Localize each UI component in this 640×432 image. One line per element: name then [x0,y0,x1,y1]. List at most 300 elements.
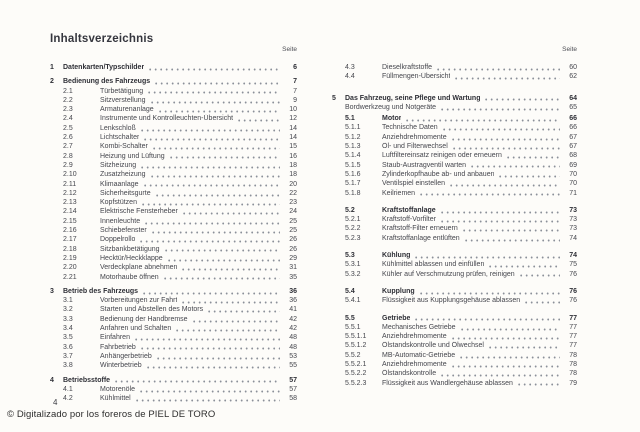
toc-entry-number: 2.8 [63,152,73,160]
toc-row [50,287,297,296]
toc-entry-page: 77 [569,323,577,331]
toc-entry-number: 1 [50,64,54,71]
dot-leader [115,380,280,383]
toc-entry-number: 2.1 [63,87,73,95]
toc-row [50,124,297,133]
toc-entry-page: 48 [289,343,297,351]
dot-leader [152,231,280,234]
dot-leader [455,77,560,80]
toc-entry-page: 24 [289,208,297,216]
dot-leader [193,320,280,323]
dot-leader [182,301,280,304]
toc-entry-title: Mechanisches Getriebe [382,323,456,331]
toc-entry-page: 42 [289,315,297,323]
dot-leader [182,268,280,271]
toc-entry-page: 26 [289,236,297,244]
toc-entry-number: 5.4 [345,287,355,295]
toc-row [50,133,297,142]
toc-row [332,170,577,179]
toc-entry-title: Anfahren und Schalten [100,325,172,333]
toc-entry-page: 67 [569,143,577,151]
dot-leader [148,91,280,94]
toc-entry-number: 3.8 [63,362,73,370]
toc-entry-title: Ölstandskontrolle [382,370,437,378]
toc-entry-page: 75 [569,261,577,269]
toc-entry-number: 2.2 [63,96,73,104]
toc-entry-page: 73 [569,225,577,233]
toc-entry-page: 69 [569,161,577,169]
toc-row [332,142,577,151]
dot-leader [135,338,280,341]
toc-entry-title: Kühlmittel [100,395,131,403]
toc-entry-number: 4.1 [63,385,73,393]
toc-entry-title: Flüssigkeit aus Kupplungsgehäuse ablassen [382,297,521,305]
toc-entry-number: 5.5.1.2 [345,342,367,350]
toc-entry-page: 68 [569,152,577,160]
toc-entry-title: Innenleuchte [100,217,141,225]
toc-left-column [50,46,297,403]
dot-leader [140,390,280,393]
toc-entry-page: 78 [569,351,577,359]
toc-row [332,296,577,305]
toc-row [332,206,577,215]
toc-entry-title: Kupplung [382,287,415,295]
toc-entry-title: Das Fahrzeug, seine Pflege und Wartung [345,94,481,102]
toc-entry-number: 4.4 [345,73,355,81]
dot-leader [151,101,280,104]
toc-entry-title: Anziehdrehmomente [382,333,447,341]
dot-leader [525,301,560,304]
dot-leader [420,193,560,196]
toc-entry-number: 3 [50,287,54,295]
toc-row [332,189,577,198]
dot-leader [159,110,280,113]
toc-entry-number: 5.5.1.1 [345,333,367,341]
toc-row [332,123,577,132]
toc-entry-title: Kraftstoff-Filter erneuern [382,225,458,233]
dot-leader [441,374,560,377]
toc-entry-number: 5.3.1 [345,261,361,269]
toc-entry-page: 70 [569,170,577,178]
toc-entry-number: 3.4 [63,325,73,333]
toc-entry-number: 5.3 [345,252,355,260]
dot-leader [155,82,280,85]
toc-entry-page: 53 [289,352,297,360]
toc-entry-number: 5.5.2 [345,351,361,359]
toc-row [50,226,297,235]
toc-entry-title: Lichtschalter [100,134,140,142]
toc-row [332,287,577,296]
toc-entry-title: Kühlung [382,252,411,260]
toc-entry-page: 36 [289,297,297,305]
toc-entry-number: 5.5.2.1 [345,361,367,369]
toc-entry-page: 7 [293,78,297,86]
toc-entry-title: Hecktür/Heckklappe [100,254,163,262]
dot-leader [441,220,560,223]
toc-entry-title: Doppelrollo [100,236,136,244]
toc-entry-number: 3.1 [63,297,73,305]
toc-entry-page: 66 [569,124,577,132]
dot-leader [145,222,280,225]
toc-entry-number: 5.4.1 [345,297,361,305]
toc-entry-number: 5.2.1 [345,216,361,224]
toc-entry-page: 12 [289,115,297,123]
dot-leader [141,129,280,132]
toc-row [332,251,577,260]
toc-entry-page: 77 [569,333,577,341]
toc-entry-page: 9 [293,96,297,104]
toc-entry-number: 2.11 [63,180,77,188]
toc-entry-number: 2.20 [63,264,77,272]
toc-entry-title: Betrieb des Fahrzeugs [63,287,139,295]
toc-entry-page: 26 [289,245,297,253]
toc-entry-page: 65 [569,103,577,111]
toc-entry-page: 36 [289,287,297,295]
toc-row [50,245,297,254]
toc-entry-number: 3.6 [63,343,73,351]
toc-entry-page: 60 [569,64,577,71]
toc-entry-title: Bedienung des Fahrzeugs [63,78,151,86]
toc-entry-number: 5.1.3 [345,143,361,151]
toc-entry-title: Flüssigkeit aus Wandlergehäuse ablassen [382,379,513,387]
toc-row [332,224,577,233]
toc-row [332,260,577,269]
toc-entry-number: 3.3 [63,315,73,323]
dot-leader [153,147,280,150]
toc-row [50,352,297,361]
toc-entry-title: Armaturenanlage [100,106,154,114]
toc-entry-page: 16 [289,152,297,160]
dot-leader [164,277,280,280]
toc-entry-number: 5.1 [345,115,355,123]
toc-entry-title: Sitzbankbetätigung [100,245,160,253]
toc-entry-title: Dieselkraftstoffe [382,64,433,71]
toc-entry-title: Elektrische Fensterheber [100,208,178,216]
toc-entry-number: 2 [50,78,54,86]
toc-entry-number: 2.3 [63,106,73,114]
toc-entry-title: Verdeckplane abnehmen [100,264,178,272]
dot-leader [144,184,280,187]
dot-leader [420,292,560,295]
toc-row [332,63,577,72]
toc-entry-title: Keilriemen [382,189,416,197]
toc-entry-page: 15 [289,143,297,151]
toc-entry-title: Kraftstoffanlage entlüften [382,234,460,242]
dot-leader [453,147,560,150]
toc-row [50,315,297,324]
toc-row [332,270,577,279]
toc-row [332,114,577,123]
toc-entry-page: 79 [569,379,577,387]
toc-row [332,323,577,332]
toc-row [332,341,577,350]
toc-entry-page: 77 [569,342,577,350]
dot-leader [520,274,560,277]
toc-entry-page: 6 [293,64,297,71]
toc-entry-title: Anziehdrehmomente [382,361,447,369]
dot-leader [147,366,280,369]
dot-leader [460,356,560,359]
toc-entry-number: 2.4 [63,115,73,123]
toc-entry-title: Motorenöle [100,385,136,393]
toc-entry-title: Schiebefenster [100,227,147,235]
toc-left-rows [50,63,297,403]
toc-row [50,385,297,394]
seite-column-header-left: Seite [282,46,297,53]
toc-entry-title: Zylinderkopfhaube ab- und anbauen [382,170,495,178]
toc-row [50,263,297,272]
toc-entry-title: Kraftstoff-Vorfilter [382,216,436,224]
toc-entry-number: 5.1.7 [345,180,361,188]
dot-leader [441,108,560,111]
toc-entry-number: 5.5.2.3 [345,379,367,387]
dot-leader [415,318,560,321]
toc-entry-page: 76 [569,287,577,295]
toc-row [50,198,297,207]
toc-row [50,394,297,403]
dot-leader [141,166,280,169]
toc-entry-title: Ventilspiel einstellen [382,180,446,188]
toc-entry-page: 77 [569,314,577,322]
toc-entry-number: 5.5 [345,314,355,322]
toc-entry-page: 78 [569,361,577,369]
printed-page-number: 4 [53,398,58,407]
toc-row [332,369,577,378]
dot-leader [144,138,280,141]
toc-entry-page: 57 [289,376,297,384]
toc-row [50,77,297,86]
toc-entry-title: Bedienung der Handbremse [100,315,188,323]
toc-row [332,133,577,142]
toc-entry-page: 73 [569,206,577,214]
toc-entry-number: 5.2.3 [345,234,361,242]
toc-entry-number: 2.12 [63,189,77,197]
dot-leader [157,357,280,360]
toc-entry-page: 74 [569,234,577,242]
toc-entry-title: Lenkschloß [100,124,136,132]
toc-row [332,234,577,243]
toc-entry-page: 22 [289,189,297,197]
dot-leader [406,119,560,122]
toc-row [50,142,297,151]
toc-entry-title: Kraftstoffanlage [382,206,436,214]
toc-entry-page: 41 [289,306,297,314]
toc-entry-number: 5.1.6 [345,170,361,178]
dot-leader [151,175,280,178]
dot-leader [518,383,560,386]
toc-entry-page: 18 [289,171,297,179]
toc-entry-title: Winterbetrieb [100,362,142,370]
toc-entry-page: 76 [569,297,577,305]
toc-entry-title: Sitzheizung [100,161,137,169]
toc-entry-title: Öl- und Filterwechsel [382,143,448,151]
toc-entry-page: 7 [293,87,297,95]
dot-leader [168,259,280,262]
dot-leader [485,98,560,101]
toc-entry-number: 2.18 [63,245,77,253]
toc-entry-page: 70 [569,180,577,188]
toc-row [332,179,577,188]
dot-leader [143,292,280,295]
toc-entry-title: Motorhaube öffnen [100,273,159,281]
toc-entry-number: 5.1.2 [345,133,361,141]
toc-entry-title: Sitzverstellung [100,96,146,104]
toc-entry-title: Getriebe [382,314,411,322]
toc-row [50,180,297,189]
toc-row [332,103,577,112]
toc-row [332,94,577,103]
toc-entry-page: 14 [289,134,297,142]
toc-entry-number: 5.3.2 [345,270,361,278]
toc-entry-page: 78 [569,370,577,378]
toc-row [50,161,297,170]
toc-right-rows [332,63,577,388]
toc-row [50,376,297,385]
toc-entry-number: 4.2 [63,395,73,403]
toc-entry-number: 5.5.1 [345,323,361,331]
dot-leader [465,239,560,242]
toc-entry-page: 23 [289,199,297,207]
toc-row [50,324,297,333]
toc-entry-number: 5.2.2 [345,225,361,233]
toc-row [50,152,297,161]
dot-leader [463,229,560,232]
dot-leader [156,194,280,197]
dot-leader [450,184,560,187]
toc-entry-page: 29 [289,254,297,262]
toc-row [50,170,297,179]
toc-entry-title: Vorbereitungen zur Fahrt [100,297,178,305]
toc-entry-number: 2.10 [63,171,77,179]
toc-entry-number: 5.1.1 [345,124,361,132]
dot-leader [452,337,560,340]
dot-leader [170,156,280,159]
toc-entry-title: Kühlmittel ablassen und einfüllen [382,261,485,269]
toc-entry-page: 14 [289,124,297,132]
toc-entry-number: 3.2 [63,306,73,314]
toc-row [50,207,297,216]
toc-row [50,105,297,114]
toc-row [332,314,577,323]
toc-entry-number: 2.6 [63,134,73,142]
toc-entry-title: Heizung und Lüftung [100,152,165,160]
dot-leader [149,68,280,71]
toc-entry-number: 4.3 [345,64,355,71]
toc-row [332,215,577,224]
toc-entry-page: 25 [289,227,297,235]
toc-entry-page: 76 [569,270,577,278]
toc-row [50,114,297,123]
dot-leader [452,138,560,141]
toc-entry-number: 2.13 [63,199,77,207]
toc-entry-title: Fahrbetrieb [100,343,136,351]
toc-entry-title: Datenkarten/Typschilder [63,64,145,71]
dot-leader [208,310,280,313]
toc-entry-title: Staub-Austragventil warten [382,161,467,169]
toc-entry-title: Instrumente und Kontrolleuchten-Übersicht [100,115,234,123]
toc-row [50,361,297,370]
toc-row [50,217,297,226]
toc-entry-title: Starten und Abstellen des Motors [100,306,204,314]
toc-right-column [332,46,577,388]
toc-entry-number: 5.2 [345,206,355,214]
dot-leader [238,119,280,122]
toc-entry-title: Bordwerkzeug und Notgeräte [345,103,437,111]
toc-entry-number: 2.14 [63,208,77,216]
toc-row [332,351,577,360]
toc-row [50,305,297,314]
toc-entry-number: 5.5.2.2 [345,370,367,378]
toc-row [50,333,297,342]
dot-leader [461,328,560,331]
seite-column-header-right: Seite [562,46,577,53]
toc-entry-page: 73 [569,216,577,224]
dot-leader [489,265,560,268]
toc-entry-title: Technische Daten [382,124,438,132]
toc-row [50,96,297,105]
toc-row [332,332,577,341]
toc-entry-number: 2.21 [63,273,77,281]
toc-row [50,296,297,305]
toc-entry-number: 2.15 [63,217,77,225]
toc-row [50,343,297,352]
toc-entry-page: 66 [569,115,577,123]
dot-leader [165,249,280,252]
toc-entry-number: 5.1.4 [345,152,361,160]
toc-entry-title: Anhängerbetrieb [100,352,152,360]
toc-entry-page: 64 [569,94,577,102]
dot-leader [176,329,280,332]
dot-leader [471,165,560,168]
toc-entry-page: 67 [569,133,577,141]
toc-entry-page: 62 [569,73,577,81]
toc-entry-page: 48 [289,334,297,342]
dot-leader [141,347,280,350]
toc-entry-title: Klimaanlage [100,180,139,188]
toc-entry-title: Anziehdrehmomente [382,133,447,141]
toc-entry-title: Kühler auf Verschmutzung prüfen, reinigen [382,270,515,278]
toc-entry-title: MB-Automatic-Getriebe [382,351,456,359]
toc-row [332,151,577,160]
toc-entry-page: 35 [289,273,297,281]
toc-row [50,189,297,198]
toc-entry-page: 55 [289,362,297,370]
toc-entry-number: 3.5 [63,334,73,342]
toc-entry-title: Kombi-Schalter [100,143,148,151]
toc-entry-title: Betriebsstoffe [63,376,111,384]
toc-row [50,87,297,96]
dot-leader [499,175,560,178]
toc-entry-title: Sicherheitsgurte [100,189,151,197]
toc-row [332,72,577,81]
toc-entry-number: 3.7 [63,352,73,360]
toc-row [50,273,297,282]
dot-leader [140,240,280,243]
toc-entry-title: Füllmengen-Übersicht [382,73,451,81]
toc-row [50,254,297,263]
toc-entry-title: Luftfiltereinsatz reinigen oder erneuern [382,152,502,160]
toc-row [332,379,577,388]
toc-entry-page: 58 [289,395,297,403]
page-title: Inhaltsverzeichnis [50,33,154,45]
dot-leader [489,346,560,349]
dot-leader [415,256,560,259]
dot-leader [452,365,560,368]
dot-leader [183,212,280,215]
toc-entry-page: 74 [569,252,577,260]
scan-watermark: © Digitalizado por los foreros de PIEL DE TORO [7,409,216,420]
toc-entry-title: Ölstandskontrolle und Ölwechsel [382,342,484,350]
